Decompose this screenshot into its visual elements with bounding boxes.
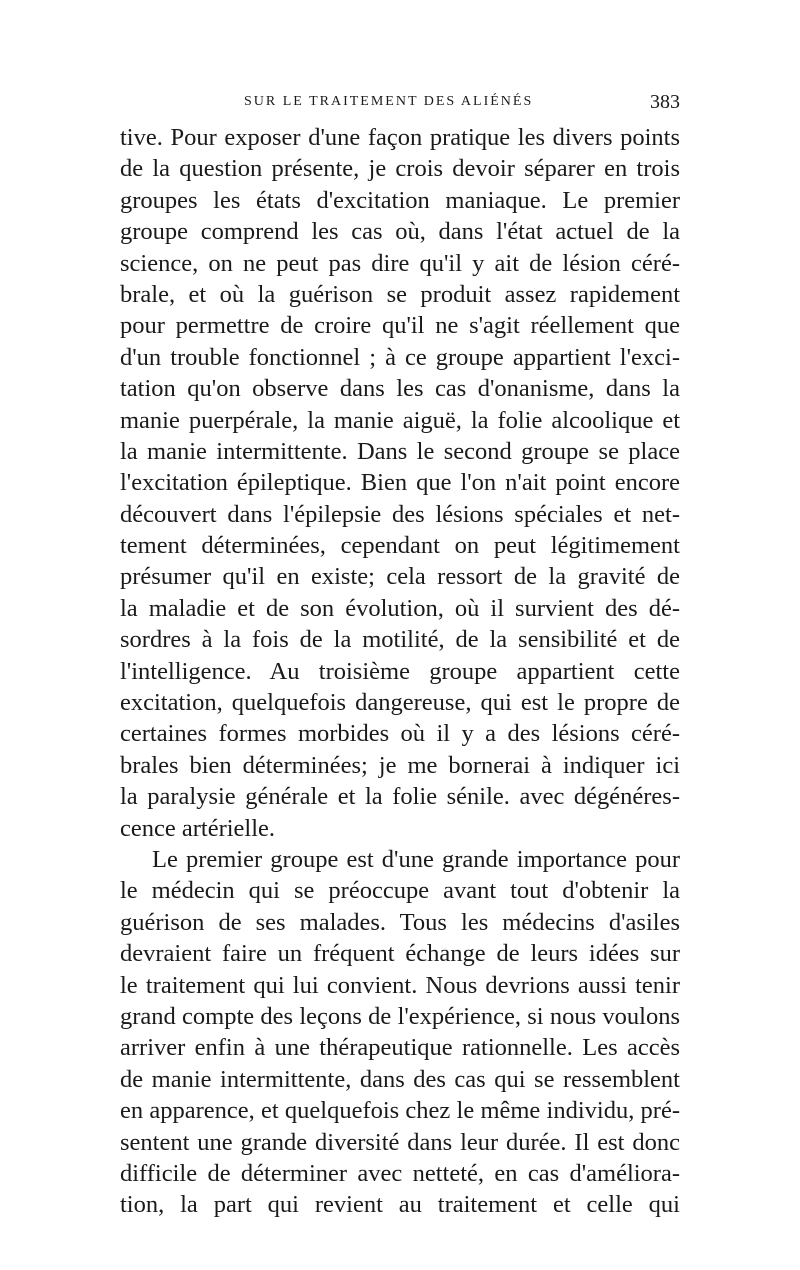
body-text bbox=[120, 122, 680, 1221]
running-title: SUR LE TRAITEMENT DES ALIÉNÉS bbox=[244, 94, 534, 109]
running-head bbox=[120, 92, 680, 116]
text-line: devraient faire un fréquent échange de leurs idées sur bbox=[120, 940, 680, 968]
text-line: l'intelligence. Au troisième groupe appartient cette bbox=[120, 657, 680, 685]
text-line: certaines formes morbides où il y a des lésions céré- bbox=[120, 720, 680, 748]
text-line: d'un trouble fonctionnel ; à ce groupe appartient l'exci- bbox=[120, 343, 680, 371]
text-line: la maladie et de son évolution, où il survient des dé- bbox=[120, 594, 680, 622]
text-line: grand compte des leçons de l'expérience, si nous voulons bbox=[120, 1002, 680, 1030]
text-line: sentent une grande diversité dans leur durée. Il est donc bbox=[120, 1128, 680, 1156]
text-line: pour permettre de croire qu'il ne s'agit réellement que bbox=[120, 312, 680, 340]
text-line: l'excitation épileptique. Bien que l'on n'ait point encore bbox=[120, 469, 680, 497]
text-line: tation qu'on observe dans les cas d'onanisme, dans la bbox=[120, 375, 680, 403]
text-line: tement déterminées, cependant on peut légitimement bbox=[120, 532, 680, 560]
text-line: groupes les états d'excitation maniaque. Le premier bbox=[120, 186, 680, 214]
text-line: excitation, quelquefois dangereuse, qui est le propre de bbox=[120, 689, 680, 717]
text-line: sordres à la fois de la motilité, de la sensibilité et de bbox=[120, 626, 680, 654]
text-line: cence artérielle. bbox=[120, 814, 276, 842]
text-line: brales bien déterminées; je me bornerai à indiquer ici bbox=[120, 751, 680, 779]
text-line: groupe comprend les cas où, dans l'état actuel de la bbox=[120, 218, 680, 246]
text-line: de manie intermittente, dans des cas qui se ressemblent bbox=[120, 1065, 680, 1093]
text-line: présumer qu'il en existe; cela ressort de la gravité de bbox=[120, 563, 680, 591]
text-line: le traitement qui lui convient. Nous devrions aussi tenir bbox=[120, 971, 680, 999]
text-line: découvert dans l'épilepsie des lésions spéciales et net- bbox=[120, 500, 680, 528]
text-line: guérison de ses malades. Tous les médecins d'asiles bbox=[120, 908, 680, 936]
text-line: de la question présente, je crois devoir séparer en trois bbox=[120, 155, 680, 183]
text-line: tive. Pour exposer d'une façon pratique les divers points bbox=[120, 124, 680, 151]
text-line: le médecin qui se préoccupe avant tout d'obtenir la bbox=[120, 877, 680, 905]
page-number: 383 bbox=[650, 91, 680, 113]
text-line: science, on ne peut pas dire qu'il y ait de lésion céré- bbox=[120, 249, 680, 277]
text-line: Le premier groupe est d'une grande importance pour bbox=[152, 845, 680, 873]
text-line: la paralysie générale et la folie sénile. avec dégénéres- bbox=[120, 783, 680, 811]
text-line: arriver enfin à une thérapeutique rationnelle. Les accès bbox=[120, 1034, 680, 1062]
text-line: tion, la part qui revient au traitement et celle qui bbox=[120, 1191, 680, 1219]
text-line: difficile de déterminer avec netteté, en cas d'améliora- bbox=[120, 1159, 680, 1187]
text-line: manie puerpérale, la manie aiguë, la folie alcoolique et bbox=[120, 406, 680, 434]
text-line: la manie intermittente. Dans le second groupe se place bbox=[120, 437, 680, 465]
text-line: brale, et où la guérison se produit assez rapidement bbox=[120, 280, 680, 308]
text-line: en apparence, et quelquefois chez le même individu, pré- bbox=[120, 1097, 680, 1125]
